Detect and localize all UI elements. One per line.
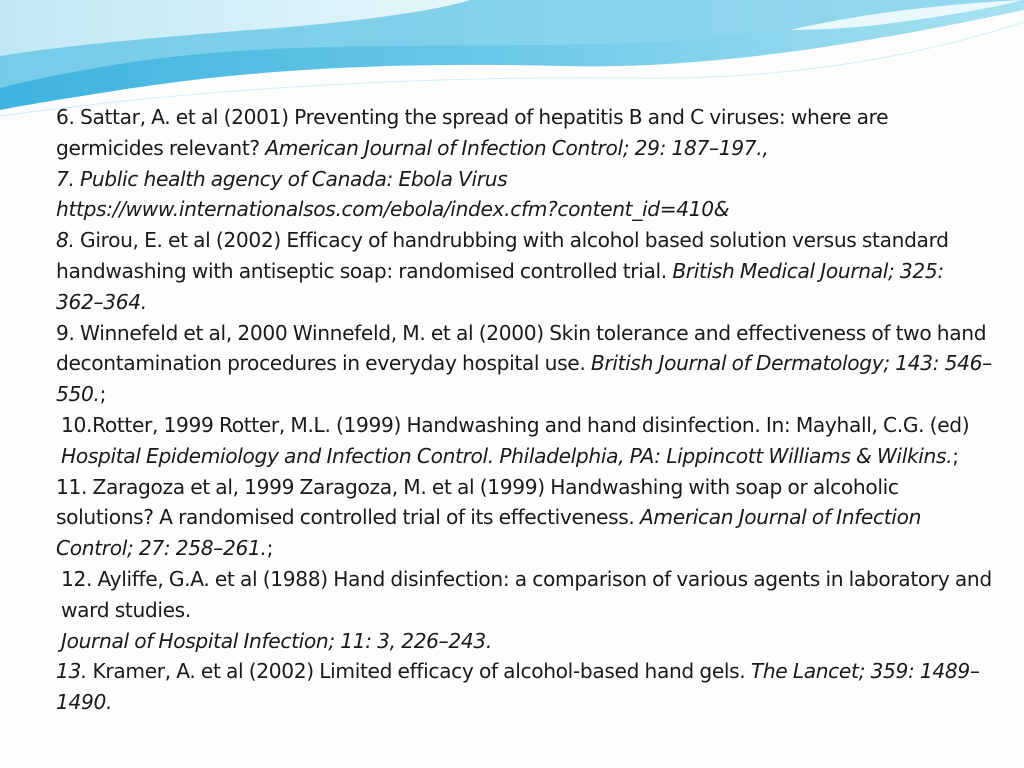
reference-item (56, 564, 996, 656)
reference-authors: Girou, E. et al (2002) Efficacy of handrubbing with alcohol based solution versus standard handwashing with antiseptic soap: randomised controlled trial. (56, 228, 949, 283)
reference-number: 13. (56, 659, 88, 684)
reference-authors: Ayliffe, G.A. et al (1988) Hand disinfection: a comparison of various agents in laboratory and ward studies. (61, 566, 992, 622)
reference-item (56, 410, 996, 472)
reference-item (56, 164, 996, 226)
reference-journal: British Journal of Dermatology; 143: 546–550. (56, 351, 992, 407)
reference-list (56, 102, 996, 718)
reference-trail: ; (952, 443, 959, 468)
reference-authors: Winnefeld et al, 2000 Winnefeld, M. et al (2000) Skin tolerance and effectiveness of two hand decontamination procedures in everyday hospital use. (56, 320, 987, 376)
reference-trail: ; (99, 382, 107, 407)
reference-number: 10. (61, 412, 93, 437)
reference-authors: Zaragoza et al, 1999 Zaragoza, M. et al (1999) Handwashing with soap or alcoholic solutions? A randomised controlled trial of its effectiveness. (56, 474, 899, 530)
reference-number: 6. (56, 105, 75, 129)
reference-journal: British Medical Journal; 325: 362–364. (56, 258, 944, 314)
reference-journal: Hospital Epidemiology and Infection Control. Philadelphia, PA: Lippincott Williams & Wilkins. (61, 443, 953, 468)
reference-item (56, 472, 996, 564)
reference-number: 11. (56, 474, 88, 499)
reference-number: 8. (56, 228, 75, 253)
reference-journal: Journal of Hospital Infection; 11: 3, 226–243. (61, 628, 492, 653)
reference-journal: Public health agency of Canada: Ebola Virus https://www.internationalsos.com/ebola/index.cfm?content_id=410& (56, 166, 730, 222)
reference-authors: Sattar, A. et al (2001) Preventing the spread of hepatitis B and C viruses: where are germicides relevant? (56, 105, 889, 160)
reference-journal: American Journal of Infection Control; 29: 187–197., (265, 135, 769, 160)
reference-item (56, 318, 996, 410)
reference-item (56, 102, 996, 164)
reference-item (56, 656, 996, 718)
reference-journal: The Lancet; 359: 1489–1490. (56, 659, 980, 715)
reference-item (56, 225, 996, 317)
reference-authors: Kramer, A. et al (2002) Limited efficacy of alcohol-based hand gels. (87, 659, 751, 684)
reference-trail: ; (266, 536, 274, 561)
reference-authors: Rotter, 1999 Rotter, M.L. (1999) Handwashing and hand disinfection. In: Mayhall, C.G. (ed) (92, 412, 970, 437)
reference-number: 12. (61, 566, 93, 591)
reference-journal: American Journal of Infection Control; 27: 258–261. (56, 505, 922, 561)
reference-number: 9. (56, 320, 75, 345)
reference-number: 7. (56, 166, 75, 191)
